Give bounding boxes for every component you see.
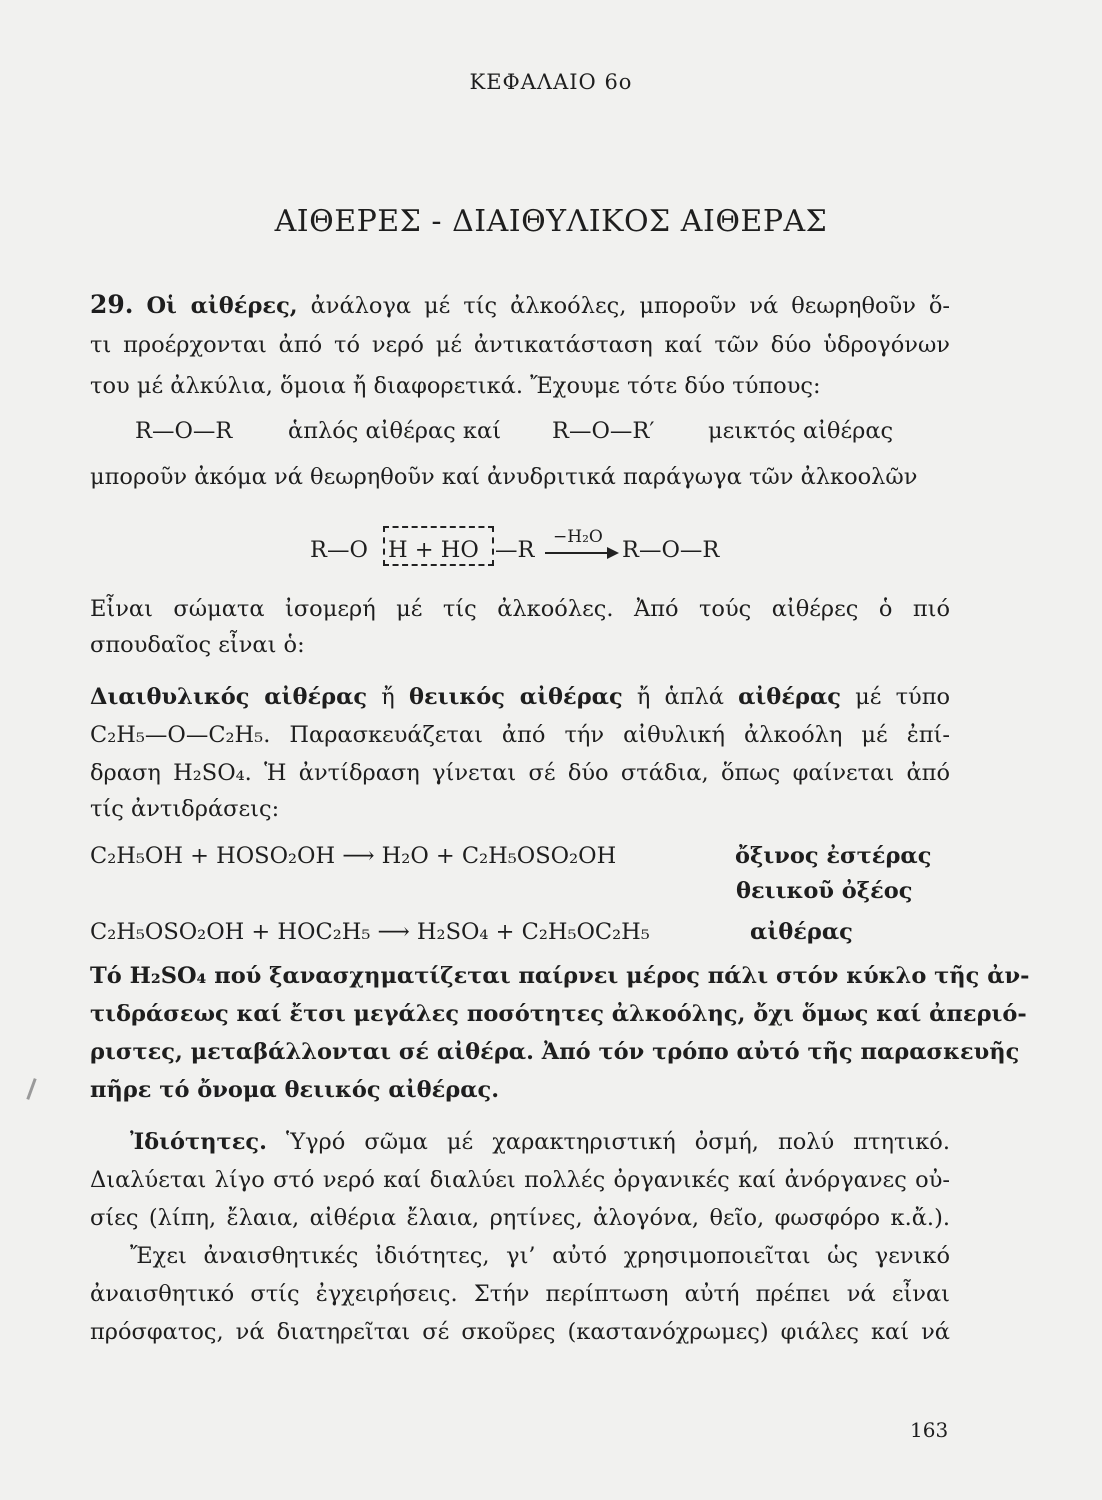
- chapter-header: ΚΕΦΑΛΑΙΟ 6ο: [469, 70, 633, 94]
- regeneration-line-1: Τό H₂SO₄ πού ξανασχηματίζεται παίρνει μέρος πάλι στόν κύκλο τῆς ἀν-: [90, 963, 1030, 989]
- properties-line-4: Ἔχει ἀναισθητικές ἰδιότητες, γι’ αὐτό χρησιμοποιεῖται ὡς γενικό: [130, 1243, 950, 1269]
- reaction1-product: R—O—R: [622, 537, 720, 563]
- reaction3-equation: C₂H₅OSO₂OH + HOC₂H₅ ⟶ H₂SO₄ + C₂H₅OC₂H₅: [90, 919, 650, 945]
- reaction1-boxed: H + HO: [388, 537, 479, 563]
- diethyl-name: Διαιθυλικός αἰθέρας: [90, 684, 368, 710]
- or-word: ἤ: [381, 684, 395, 710]
- properties-line-1-text: Ὑγρό σῶμα μέ χαρακτηριστική ὀσμή, πολύ πτητικό.: [285, 1129, 950, 1155]
- properties-line-6: πρόσφατος, νά διατηρεῖται σέ σκοῦρες (καστανόχρωμες) φιάλες καί νά: [90, 1319, 950, 1345]
- intro-bold-term: Οἱ αἰθέρες,: [146, 293, 298, 319]
- with-formula: μέ τύπο: [855, 684, 951, 710]
- mixed-ether-label: μεικτός αἰθέρας: [708, 418, 894, 444]
- acid-ester-label: ὄξινος ἐστέρας: [735, 843, 932, 869]
- margin-mark: [26, 1078, 36, 1100]
- section-number: 29.: [90, 290, 134, 319]
- diethyl-line-1: [90, 684, 950, 710]
- diethyl-formula: C₂H₅—O—C₂H₅.: [90, 722, 271, 748]
- simple-ether-formula: R—O—R: [135, 418, 233, 444]
- properties-line-1: [130, 1129, 950, 1155]
- action-word: δραση: [90, 760, 161, 786]
- reaction-arrow: [545, 552, 611, 554]
- simple-ether-label: ἁπλός αἰθέρας καί: [288, 418, 502, 444]
- diethyl-line-2: [90, 722, 950, 748]
- stages-text: Ἡ ἀντίδραση γίνεται σέ δύο στάδια, ὅπως φαίνεται ἀπό: [264, 760, 950, 786]
- arrow-head-icon: [607, 547, 619, 559]
- or-simply: ἤ ἁπλά: [636, 684, 724, 710]
- reaction1-right: —R: [495, 537, 535, 563]
- sulfuric-acid-label: θειικοῦ ὀξέος: [736, 878, 913, 904]
- reaction1-left: R—O: [310, 537, 368, 563]
- properties-line-2: Διαλύεται λίγο στό νερό καί διαλύει πολλές ὀργανικές καί ἀνόργανες οὐ-: [90, 1167, 950, 1193]
- regeneration-line-3: ριστες, μεταβάλλονται σέ αἰθέρα. Ἀπό τόν τρόπο αὐτό τῆς παρασκευῆς: [90, 1039, 1020, 1065]
- diethyl-line-4: τίς ἀντιδράσεις:: [90, 796, 280, 822]
- section-title: ΑΙΘΕΡΕΣ - ΔΙΑΙΘΥΛΙΚΟΣ ΑΙΘΕΡΑΣ: [274, 204, 828, 239]
- arrow-condition: −H₂O: [553, 527, 603, 547]
- intro-line-1: [90, 290, 950, 319]
- mixed-ether-formula: R—O—R′: [552, 418, 655, 444]
- diethyl-line-3: [90, 760, 950, 786]
- isomers-line-2: σπουδαῖος εἶναι ὁ:: [90, 632, 305, 658]
- isomers-line-1: Εἶναι σώματα ἰσομερή μέ τίς ἀλκοόλες. Ἀπό τούς αἰθέρες ὁ πιό: [90, 596, 950, 622]
- sulfuric-ether-name: θειικός αἰθέρας: [408, 684, 623, 710]
- intro-line-1-text: ἀνάλογα μέ τίς ἀλκοόλες, μποροῦν νά θεωρηθοῦν ὅ-: [310, 293, 950, 319]
- sulfuric-acid: H₂SO₄.: [173, 760, 252, 786]
- page-number: 163: [910, 1418, 949, 1442]
- anhydride-line: μποροῦν ἀκόμα νά θεωρηθοῦν καί ἀνυδριτικά παράγωγα τῶν ἀλκοολῶν: [90, 464, 918, 490]
- properties-line-5: ἀναισθητικό στίς ἐγχειρήσεις. Στήν περίπτωση αὐτή πρέπει νά εἶναι: [90, 1281, 950, 1307]
- properties-line-3: σίες (λίπη, ἔλαια, αἰθέρια ἔλαια, ρητίνες, ἀλογόνα, θεῖο, φωσφόρο κ.ἄ.).: [90, 1205, 950, 1231]
- properties-heading: Ἰδιότητες.: [130, 1129, 267, 1155]
- intro-line-2: τι προέρχονται ἀπό τό νερό μέ ἀντικατάσταση καί τῶν δύο ὑδρογόνων: [90, 332, 950, 358]
- intro-line-3: του μέ ἀλκύλια, ὅμοια ἤ διαφορετικά. Ἔχουμε τότε δύο τύπους:: [90, 373, 821, 399]
- ether-name: αἰθέρας: [738, 684, 841, 710]
- reaction2-equation: C₂H₅OH + HOSO₂OH ⟶ H₂O + C₂H₅OSO₂OH: [90, 843, 617, 869]
- preparation-text: Παρασκευάζεται ἀπό τήν αἰθυλική ἀλκοόλη μέ ἐπί-: [289, 722, 950, 748]
- regeneration-line-4: πῆρε τό ὄνομα θειικός αἰθέρας.: [90, 1077, 500, 1103]
- ether-product-label: αἰθέρας: [750, 919, 853, 945]
- regeneration-line-2: τιδράσεως καί ἔτσι μεγάλες ποσότητες ἀλκοόλης, ὄχι ὅμως καί ἀπεριό-: [90, 1001, 1027, 1027]
